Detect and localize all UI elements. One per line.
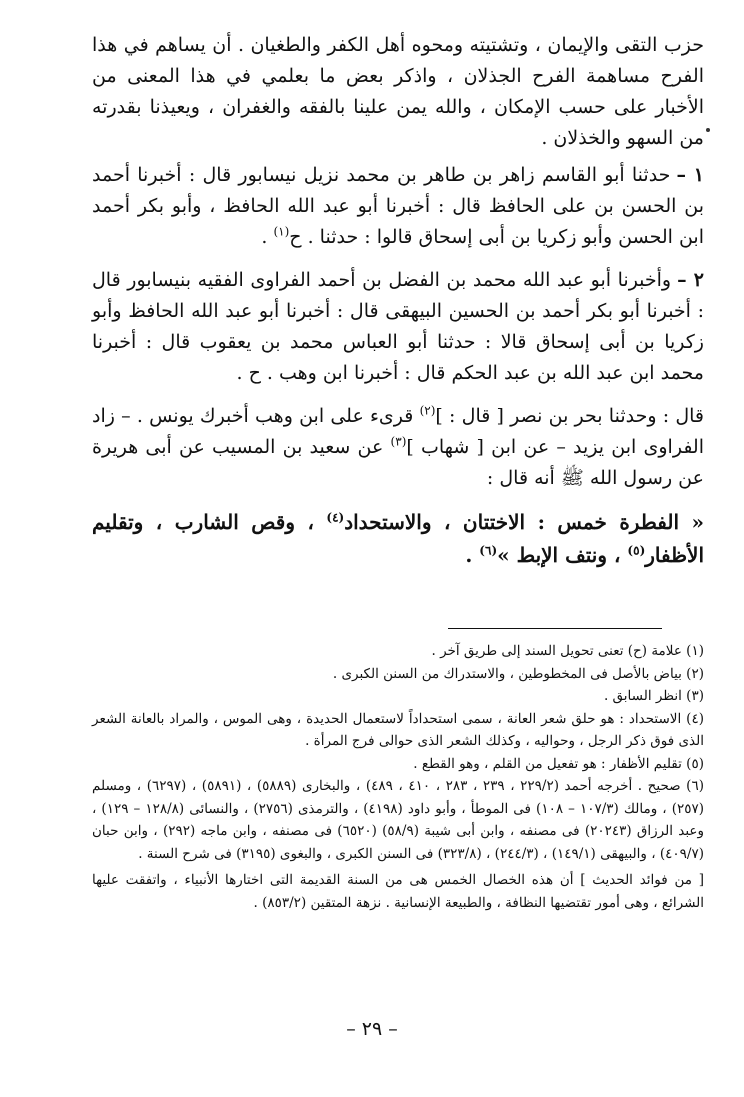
narration-1-end: . [261,226,274,248]
hadith-part-c: ، ونتف الإبط » [497,543,628,567]
footnote-2: (٢) بياض بالأصل فى المخطوطين ، والاستدراك من السنن الكبرى . [332,665,704,682]
narration-3-part-c: عن سعيد بن المسيب عن أبى هريرة عن رسول الله ﷺ أنه قال : [92,436,704,489]
hadith-part-a: « الفطرة خمس : الاختتان ، والاستحداد [344,510,704,534]
footnote-5: (٥) تقليم الأظفار : هو تفعيل من القلم ، وهو القطع . [413,755,704,772]
hadith-end: . [465,543,480,567]
hadith-benefits-note: [ من فوائد الحديث ] أن هذه الخصال الخمس هى من السنة القديمة التى اختارها الأنبياء ، واتفقت عليها الشرائع ، وهى أمور تقتضيها النظافة ، والطبيعة الإنسانية . نزهة المتقين (٨٥٣/٢) . [92,872,704,911]
intro-paragraph: حزب التقى والإيمان ، وتشتيته ومحوه أهل الكفر والطغيان . أن يساهم في هذا الفرح مساهمة الفرح الجذلان ، واذكر بعض ما بعلمي في هذا المعنى من الأخبار على حسب الإمكان ، والله يمن علينا بالفقه والغفران ، ويعيذنا بقدرته من السهو والخذلان . [92,34,704,149]
footnote-4: (٤) الاستحداد : هو حلق شعر العانة ، سمى استحداداً لاستعمال الحديدة ، وهى الموس ، والمراد بالعانة الشعر الذى فوق ذكر الرجل ، وحواليه ، وكذلك الشعر الذى حوالى فرج المرأة . [92,710,704,749]
footnotes [92,640,704,914]
margin-dot [706,128,710,132]
page-number: – ٢٩ – [346,1018,398,1040]
footnote-ref-4: (٤) [326,510,345,525]
hadith-part-b: ، وقص الشارب ، وتقليم الأظفار [92,510,704,567]
footnote-1: (١) علامة (ح) تعنى تحويل السند إلى طريق آخر . [431,643,704,659]
narration-2-number: ٢ – [677,269,704,291]
footnote-6: (٦) صحيح . أخرجه أحمد (٢٢٩/٢ ، ٢٣٩ ، ٢٨٣ ، ٤١٠ ، ٤٨٩) ، والبخارى (٥٨٨٩) ، (٥٨٩١) ، (٦٢٩٧) ، ومسلم (٢٥٧) ، ومالك (١٠٧/٣ – ١٠٨) فى الموطأ ، وأبو داود (٤١٩٨) ، والترمذى (٢٧٥٦) ، والنسائى (١٢٨/٨ – ١٢٩) ، وعبد الرزاق (٢٠٢٤٣) فى مصنفه ، وابن أبى شيبة (٥٨/٩) (٦٥٢٠) فى مصنفه ، وابن ماجه (٢٩٢) ، وابن حبان (٤٠٩/٧) ، والبيهقى (١٤٩/١) ، (٢٤٤/٣) ، (٣٢٣/٨) فى السنن الكبرى ، والبغوى (٣١٩٥) فى شرح السنة . [92,778,705,862]
footnote-ref-1: (١) [273,224,290,239]
hadith-text [92,506,704,572]
narration-1-number: ١ – [676,164,704,186]
footnote-separator [448,628,662,629]
footnote-ref-5: (٥) [627,543,646,558]
footnote-ref-3: (٣) [390,434,407,449]
footnote-3: (٣) انظر السابق . [603,688,704,704]
main-text [92,30,704,584]
narration-1 [92,160,704,253]
narration-3-part-a: قال : وحدثنا بحر بن نصر [ قال : ] [435,405,705,427]
footnote-ref-2: (٢) [419,403,436,418]
narration-3-part-b: قرىء على ابن وهب أخبرك يونس . – زاد الفراوى ابن يزيد – عن ابن [ شهاب ] [92,405,704,458]
narration-2-text: وأخبرنا أبو عبد الله محمد بن الفضل بن أحمد الفراوى الفقيه بنيسابور قال : أخبرنا أبو بكر أحمد بن الحسين البيهقى قال : أخبرنا أبو عبد الله الحافظ وأبو زكريا بن أبى إسحاق قالا : حدثنا أبو العباس محمد بن يعقوب قال : أخبرنا محمد ابن عبد الله بن عبد الحكم قال : أخبرنا ابن وهب . ح . [92,269,704,384]
narration-2 [92,265,704,389]
narration-3 [92,401,704,494]
narration-1-text: حدثنا أبو القاسم زاهر بن طاهر بن محمد نزيل نيسابور قال : أخبرنا أحمد بن الحسن بن على الحافظ قال : أخبرنا أبو عبد الله الحافظ ، وأبو بكر أحمد ابن الحسن وأبو زكريا بن أبى إسحاق قالوا : حدثنا . ح [92,164,704,248]
footnote-ref-6: (٦) [479,543,498,558]
